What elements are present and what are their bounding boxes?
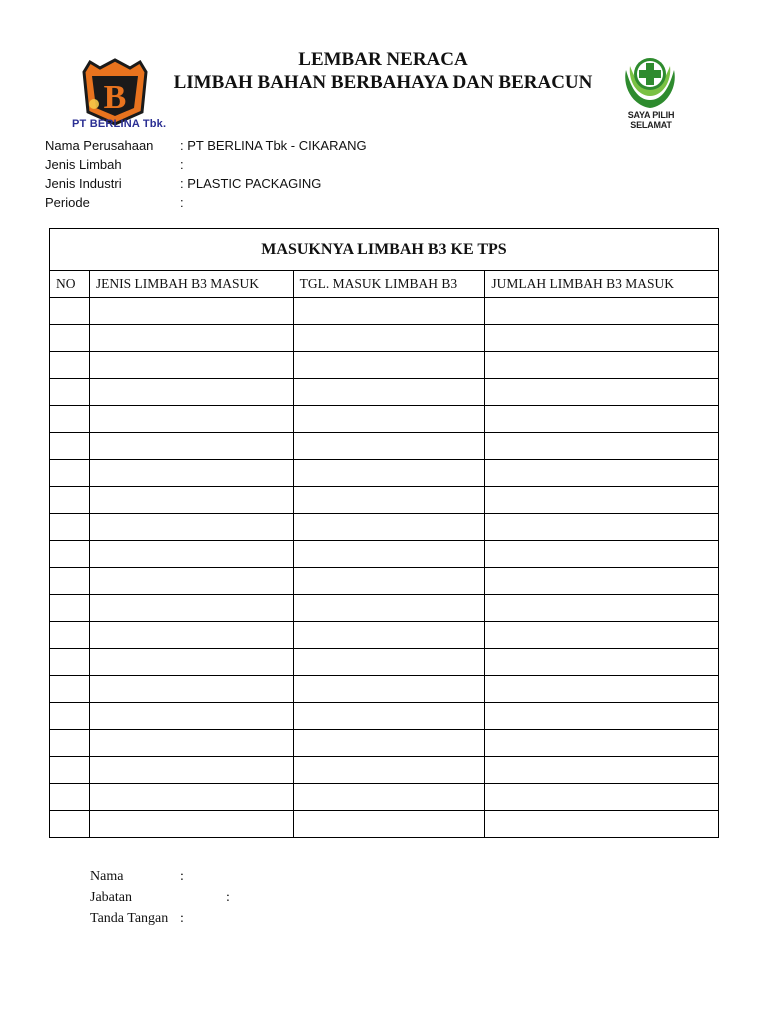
table-cell[interactable] <box>50 730 90 757</box>
footer-row-name <box>90 866 184 887</box>
table-title: MASUKNYA LIMBAH B3 KE TPS <box>50 229 719 271</box>
footer-row-signature <box>90 908 184 929</box>
table-cell[interactable] <box>293 325 485 352</box>
table-cell[interactable] <box>89 352 293 379</box>
footer-row-position <box>90 887 230 908</box>
table-cell[interactable] <box>89 487 293 514</box>
table-body <box>50 298 719 838</box>
table-cell[interactable] <box>89 514 293 541</box>
table-row <box>50 649 719 676</box>
table-cell[interactable] <box>89 811 293 838</box>
table-cell[interactable] <box>485 676 719 703</box>
table-cell[interactable] <box>89 460 293 487</box>
table-row <box>50 676 719 703</box>
table-cell[interactable] <box>50 433 90 460</box>
info-value: : <box>180 195 184 210</box>
table-cell[interactable] <box>293 433 485 460</box>
table-cell[interactable] <box>50 622 90 649</box>
table-cell[interactable] <box>293 568 485 595</box>
table-cell[interactable] <box>89 379 293 406</box>
info-value: : PLASTIC PACKAGING <box>180 176 322 191</box>
table-cell[interactable] <box>50 487 90 514</box>
title-line-2: LIMBAH BAHAN BERBAHAYA DAN BERACUN <box>173 72 593 93</box>
table-row <box>50 757 719 784</box>
table-cell[interactable] <box>50 757 90 784</box>
footer-colon: : <box>226 890 230 905</box>
table-cell[interactable] <box>293 730 485 757</box>
safety-cross-emblem-icon <box>618 52 682 112</box>
table-cell[interactable] <box>89 325 293 352</box>
table-row <box>50 298 719 325</box>
table-row <box>50 406 719 433</box>
signature-block <box>90 866 230 929</box>
footer-label: Tanda Tangan <box>90 911 169 926</box>
table-cell[interactable] <box>485 298 719 325</box>
table-row <box>50 352 719 379</box>
footer-label: Nama <box>90 869 124 884</box>
table-cell[interactable] <box>485 460 719 487</box>
table-cell[interactable] <box>89 298 293 325</box>
table-cell[interactable] <box>293 379 485 406</box>
footer-colon: : <box>180 869 184 884</box>
table-cell[interactable] <box>485 406 719 433</box>
table-cell[interactable] <box>293 514 485 541</box>
column-header-no: NO <box>50 271 90 298</box>
table-cell[interactable] <box>485 433 719 460</box>
info-label: Periode <box>45 195 90 210</box>
table-row <box>50 811 719 838</box>
table-cell[interactable] <box>50 676 90 703</box>
table-cell[interactable] <box>50 352 90 379</box>
column-header-waste-type: JENIS LIMBAH B3 MASUK <box>89 271 293 298</box>
table-cell[interactable] <box>50 406 90 433</box>
table-cell[interactable] <box>485 568 719 595</box>
table-cell[interactable] <box>485 757 719 784</box>
table-cell[interactable] <box>89 568 293 595</box>
table-cell[interactable] <box>50 811 90 838</box>
table-cell[interactable] <box>89 703 293 730</box>
table-row <box>50 433 719 460</box>
table-row <box>50 703 719 730</box>
table-cell[interactable] <box>485 541 719 568</box>
info-label: Nama Perusahaan <box>45 138 154 153</box>
info-row-company <box>45 136 367 155</box>
table-cell[interactable] <box>293 649 485 676</box>
left-logo-caption: PT BERLINA Tbk. <box>72 118 167 130</box>
table-cell[interactable] <box>293 352 485 379</box>
info-row-period <box>45 193 367 212</box>
table-cell[interactable] <box>293 703 485 730</box>
table-cell[interactable] <box>89 406 293 433</box>
table-cell[interactable] <box>485 514 719 541</box>
table-cell[interactable] <box>89 784 293 811</box>
column-header-entry-date: TGL. MASUK LIMBAH B3 <box>293 271 485 298</box>
footer-label: Jabatan <box>90 890 132 905</box>
table-cell[interactable] <box>50 703 90 730</box>
table-row <box>50 784 719 811</box>
table-cell[interactable] <box>89 649 293 676</box>
table-cell[interactable] <box>50 514 90 541</box>
right-logo-caption: SAYA PILIH SELAMAT <box>627 110 675 130</box>
table-cell[interactable] <box>485 811 719 838</box>
table-row <box>50 541 719 568</box>
table-row <box>50 730 719 757</box>
waste-entry-table <box>49 228 719 838</box>
table-cell[interactable] <box>89 757 293 784</box>
table-cell[interactable] <box>293 757 485 784</box>
table-cell[interactable] <box>485 352 719 379</box>
table-cell[interactable] <box>293 541 485 568</box>
info-label: Jenis Industri <box>45 176 122 191</box>
column-header-quantity: JUMLAH LIMBAH B3 MASUK <box>485 271 719 298</box>
table-cell[interactable] <box>50 298 90 325</box>
table-cell[interactable] <box>485 622 719 649</box>
table-cell[interactable] <box>293 460 485 487</box>
table-cell[interactable] <box>89 433 293 460</box>
table-cell[interactable] <box>293 298 485 325</box>
table-cell[interactable] <box>50 541 90 568</box>
table-cell[interactable] <box>50 595 90 622</box>
table-cell[interactable] <box>293 811 485 838</box>
table-cell[interactable] <box>293 676 485 703</box>
table-cell[interactable] <box>485 325 719 352</box>
table-cell[interactable] <box>89 541 293 568</box>
table-row <box>50 568 719 595</box>
table-cell[interactable] <box>89 730 293 757</box>
table-cell[interactable] <box>293 622 485 649</box>
table-cell[interactable] <box>50 325 90 352</box>
page-title <box>150 48 616 94</box>
title-line-1: LEMBAR NERACA <box>298 49 468 70</box>
table-row <box>50 379 719 406</box>
table-cell[interactable] <box>293 595 485 622</box>
table-cell[interactable] <box>89 622 293 649</box>
table-cell[interactable] <box>485 379 719 406</box>
info-row-industry <box>45 174 367 193</box>
table-cell[interactable] <box>89 595 293 622</box>
table-cell[interactable] <box>485 595 719 622</box>
table-cell[interactable] <box>293 784 485 811</box>
table-row <box>50 487 719 514</box>
svg-text:B: B <box>103 79 127 116</box>
table-cell[interactable] <box>50 784 90 811</box>
footer-colon: : <box>180 911 184 926</box>
table-cell[interactable] <box>293 406 485 433</box>
table-cell[interactable] <box>485 703 719 730</box>
table-cell[interactable] <box>50 460 90 487</box>
table-row <box>50 622 719 649</box>
table-cell[interactable] <box>50 568 90 595</box>
table-row <box>50 514 719 541</box>
info-value: : PT BERLINA Tbk - CIKARANG <box>180 138 367 153</box>
table-cell[interactable] <box>485 784 719 811</box>
info-label: Jenis Limbah <box>45 157 122 172</box>
info-row-waste-type <box>45 155 367 174</box>
table-row <box>50 595 719 622</box>
table-cell[interactable] <box>50 379 90 406</box>
company-info <box>45 136 367 212</box>
table-cell[interactable] <box>485 487 719 514</box>
table-cell[interactable] <box>89 676 293 703</box>
table-row <box>50 325 719 352</box>
table-row <box>50 460 719 487</box>
table-cell[interactable] <box>50 649 90 676</box>
info-value: : <box>180 157 184 172</box>
table-cell[interactable] <box>485 649 719 676</box>
table-cell[interactable] <box>485 730 719 757</box>
table-cell[interactable] <box>293 487 485 514</box>
